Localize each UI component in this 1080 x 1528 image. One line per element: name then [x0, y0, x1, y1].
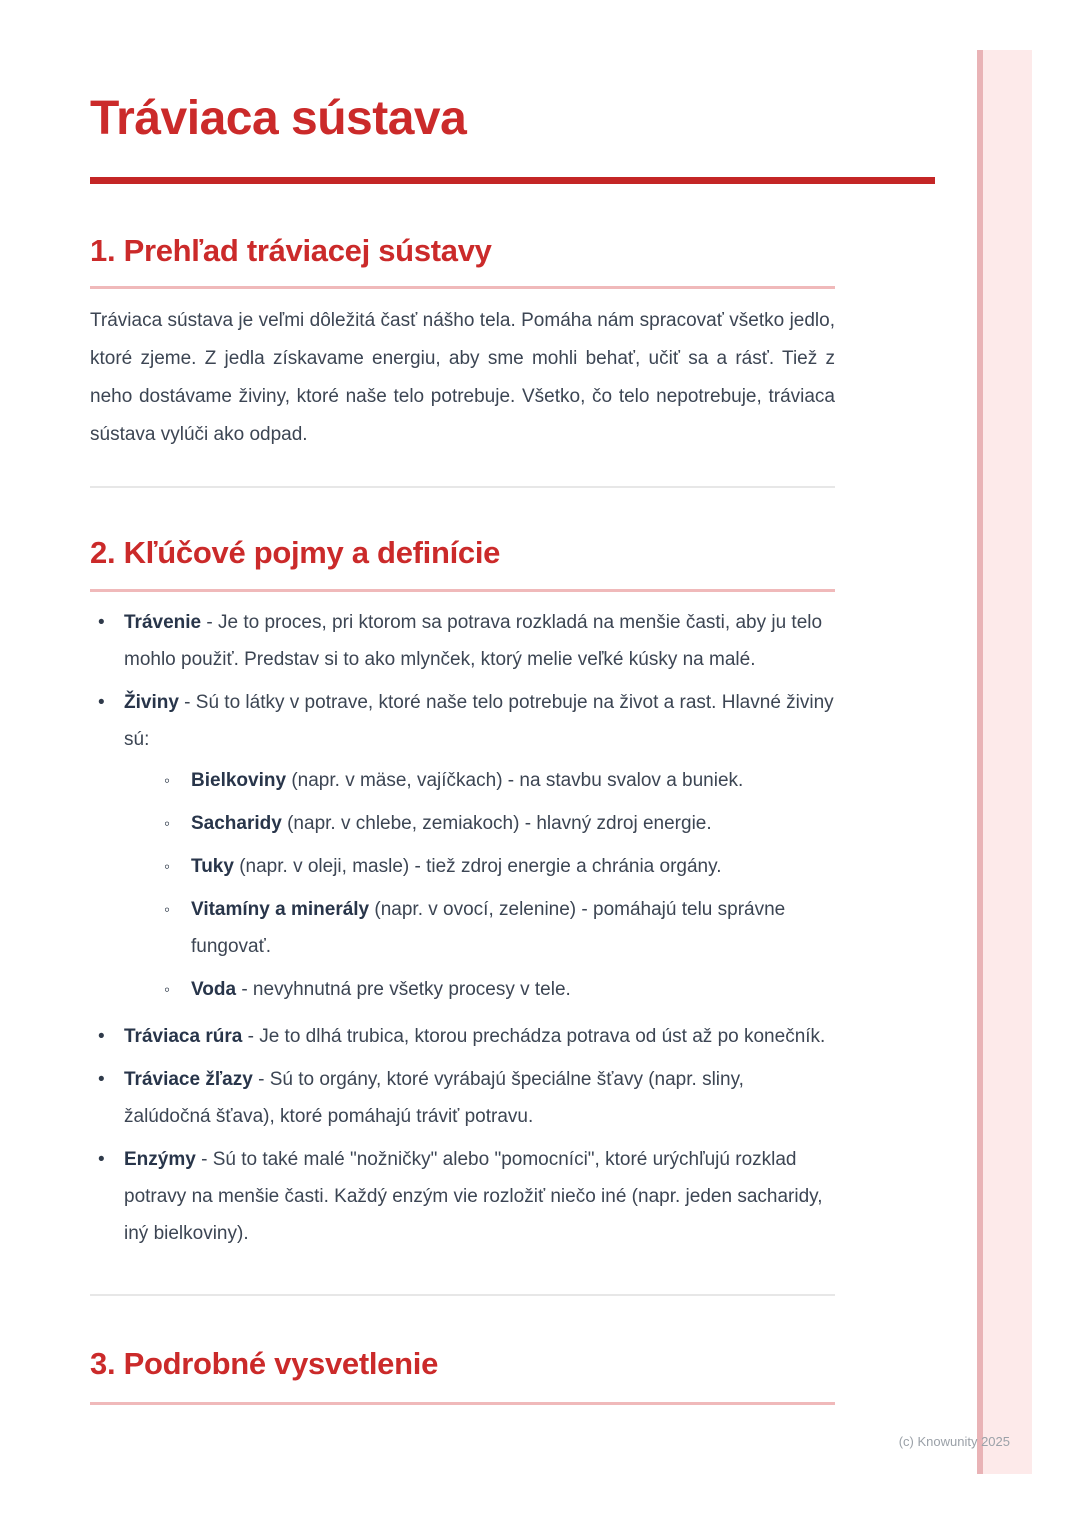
sub-bullet-icon: ◦ [164, 814, 171, 833]
list-item [90, 1061, 835, 1135]
bullet-icon: • [98, 692, 105, 713]
sublist-item [158, 891, 835, 965]
title-rule [90, 177, 935, 184]
term-description: - Je to dlhá trubica, ktorou prechádza potrava od úst až po konečník. [242, 1026, 826, 1047]
term-description: - Je to proces, pri ktorom sa potrava rozkladá na menšie časti, aby ju telo mohlo použiť. Predstav si to ako mlynček, ktorý melie veľké kúsky na malé. [124, 612, 823, 670]
section-divider [90, 486, 835, 488]
term-label: Trávenie [124, 612, 202, 633]
sub-bullet-icon: ◦ [164, 771, 171, 790]
section-divider [90, 1294, 835, 1296]
term-label: Enzýmy [124, 1149, 196, 1170]
bullet-icon: • [98, 1069, 105, 1090]
term-label: Voda [191, 979, 237, 1000]
term-description: - Sú to také malé "nožničky" alebo "pomocníci", ktoré urýchľujú rozklad potravy na menšie časti. Každý enzým vie rozložiť niečo iné (napr. jeden sacharidy, iný bielkoviny). [124, 1149, 823, 1244]
term-label: Sacharidy [191, 813, 282, 834]
list-item [90, 604, 835, 678]
term-description: (napr. v oleji, masle) - tiež zdroj energie a chránia orgány. [233, 856, 722, 877]
term-description: (napr. v mäse, vajíčkach) - na stavbu svalov a buniek. [286, 770, 744, 791]
document-title: Tráviaca sústava [90, 92, 467, 145]
term-description: - Sú to látky v potrave, ktoré naše telo potrebuje na život a rast. Hlavné živiny sú: [124, 692, 834, 750]
sub-bullet-icon: ◦ [164, 857, 171, 876]
term-description: (napr. v ovocí, zelenine) - pomáhajú telu správne fungovať. [191, 899, 786, 957]
page-margin-stripe [977, 50, 1032, 1474]
copyright-footer: (c) Knowunity 2025 [898, 1434, 1010, 1449]
section-1-paragraph: Tráviaca sústava je veľmi dôležitá časť nášho tela. Pomáha nám spracovať všetko jedlo, ktoré zjeme. Z jedla získavame energiu, aby sme mohli behať, učiť sa a rásť. Tiež z neho dostávame živiny, ktoré naše telo potrebuje. Všetko, čo telo nepotrebuje, tráviaca sústava vylúči ako odpad. [90, 310, 835, 445]
term-label: Tuky [191, 856, 234, 877]
section-3-rule [90, 1402, 835, 1405]
term-label: Bielkoviny [191, 770, 287, 791]
sublist-item [158, 848, 835, 885]
term-description: - nevyhnutná pre všetky procesy v tele. [236, 979, 571, 1000]
term-description: (napr. v chlebe, zemiakoch) - hlavný zdroj energie. [281, 813, 712, 834]
section-1-rule [90, 286, 835, 289]
section-1-heading: 1. Prehľad tráviacej sústavy [90, 233, 492, 268]
term-label: Živiny [124, 692, 179, 713]
sublist-item [158, 971, 835, 1008]
section-2-heading: 2. Kľúčové pojmy a definície [90, 535, 501, 570]
section-2-rule [90, 589, 835, 592]
sublist-item [158, 805, 835, 842]
bullet-icon: • [98, 1149, 105, 1170]
key-terms-list [90, 604, 835, 1258]
sub-bullet-icon: ◦ [164, 900, 171, 919]
list-item [90, 1018, 835, 1055]
sublist-item [158, 762, 835, 799]
nutrients-sublist [158, 762, 835, 1008]
section-3-heading: 3. Podrobné vysvetlenie [90, 1346, 439, 1381]
term-description: - Sú to orgány, ktoré vyrábajú špeciálne šťavy (napr. sliny, žalúdočná šťava), ktoré pomáhajú tráviť potravu. [124, 1069, 744, 1127]
term-label: Tráviace žľazy [124, 1069, 253, 1090]
bullet-icon: • [98, 1026, 105, 1047]
list-item [90, 1141, 835, 1252]
term-label: Tráviaca rúra [124, 1026, 243, 1047]
list-item [90, 684, 835, 1008]
term-label: Vitamíny a minerály [191, 899, 370, 920]
bullet-icon: • [98, 612, 105, 633]
sub-bullet-icon: ◦ [164, 980, 171, 999]
